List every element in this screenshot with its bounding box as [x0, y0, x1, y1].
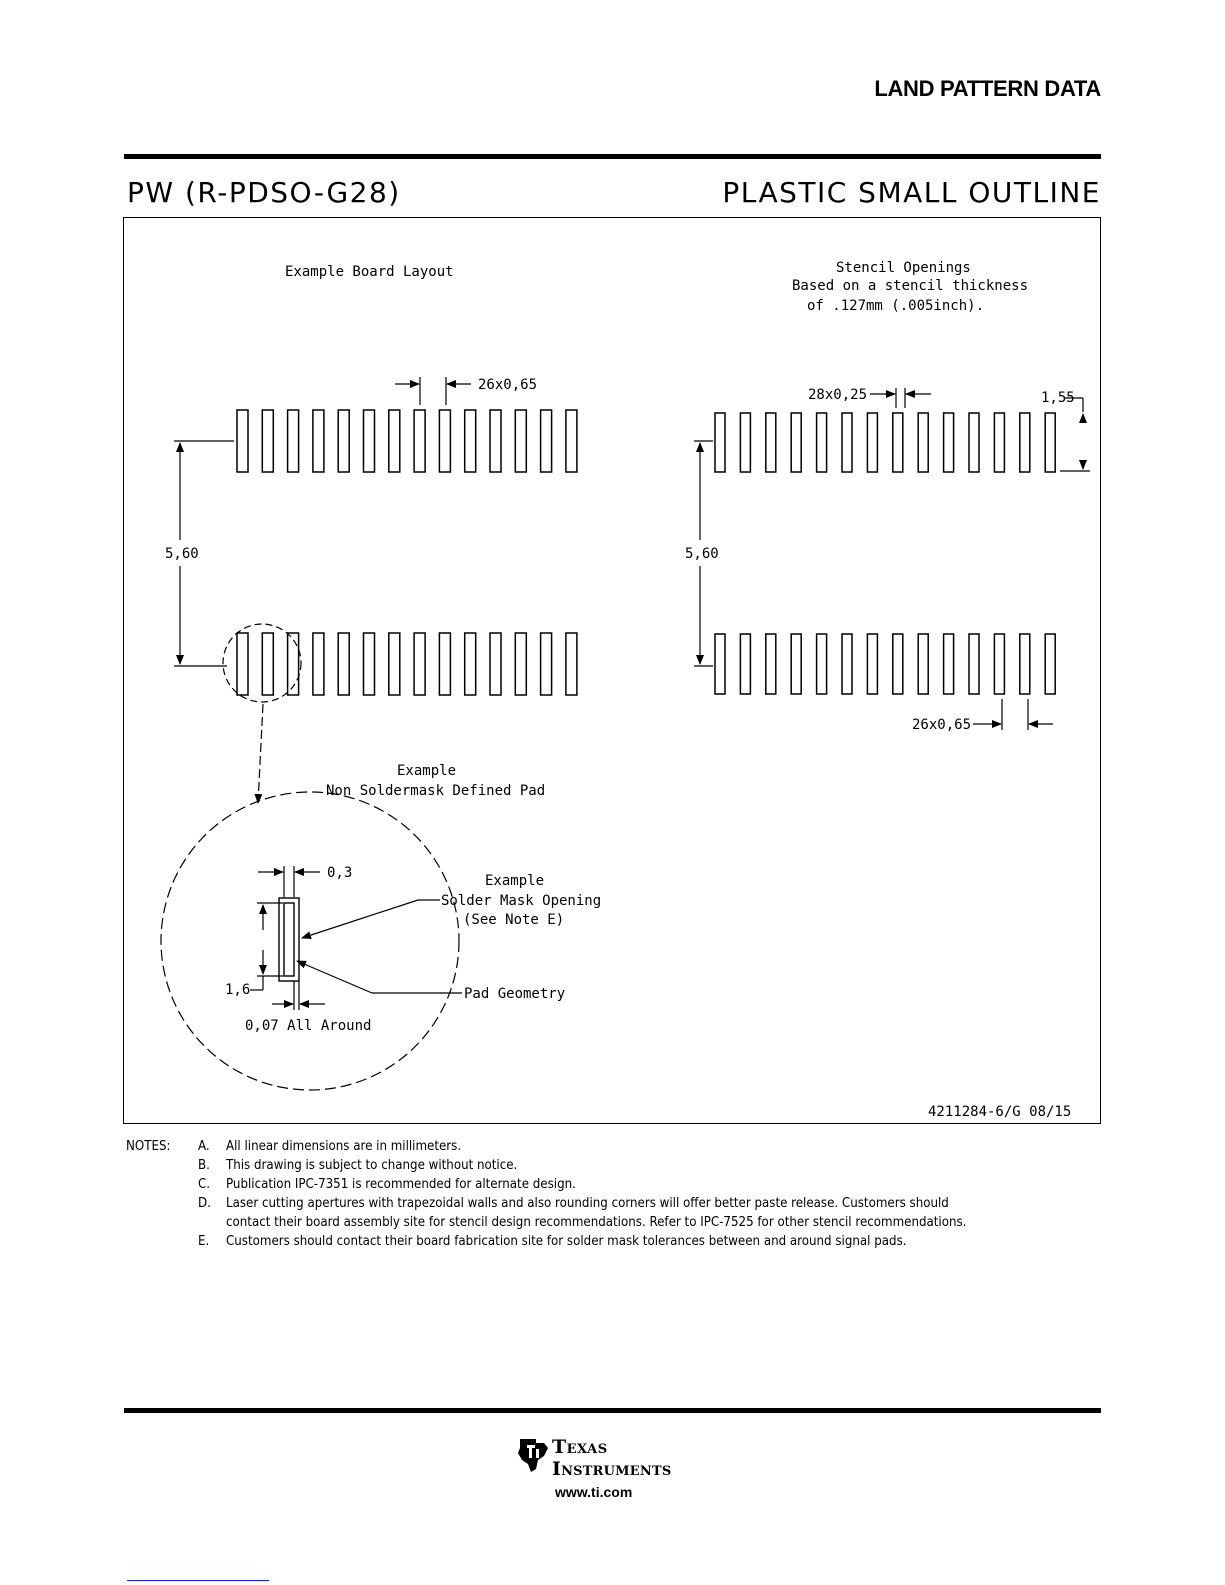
stencil-subtitle-line2: of .127mm (.005inch). [807, 298, 985, 314]
board-pad [566, 410, 577, 472]
stencil-aperture [817, 634, 827, 694]
board-pad [338, 410, 349, 472]
stencil-aperture [766, 413, 776, 472]
stencil-aperture [969, 413, 979, 472]
detail-callout-arrow [258, 704, 263, 803]
drawing-number: 4211284-6/G 08/15 [928, 1104, 1072, 1120]
note-item: B. This drawing is subject to change without notice. [198, 1158, 518, 1173]
stencil-aperture [867, 413, 877, 472]
note-item-continuation: contact their board assembly site for stencil design recommendations. Refer to IPC-7525 for other stencil recommendations. [226, 1215, 967, 1230]
ti-url[interactable]: www.ti.com [555, 1484, 633, 1500]
board-pad [338, 633, 349, 695]
stencil-aperture [740, 634, 750, 694]
detail-enlarged-circle [161, 792, 459, 1090]
stencil-aperture [867, 634, 877, 694]
stencil-pad-length-dimension [1060, 398, 1090, 471]
stencil-aperture [791, 634, 801, 694]
ti-brand-line2: Instruments [552, 1458, 672, 1480]
stencil-aperture [918, 634, 928, 694]
stencil-top-aperture-row [715, 413, 1055, 472]
stencil-pitch-label: 26x0,65 [912, 717, 972, 733]
pad-geometry-leader [297, 961, 462, 993]
stencil-aperture [1020, 413, 1030, 472]
board-pad [465, 633, 476, 695]
bottom-rule [124, 1408, 1101, 1413]
note-item: A. All linear dimensions are in millimeters. [198, 1139, 462, 1154]
board-pad [389, 633, 400, 695]
stencil-aperture [715, 634, 725, 694]
stencil-aperture [817, 413, 827, 472]
stencil-aperture [842, 413, 852, 472]
board-row-spacing-label: 5,60 [165, 546, 199, 562]
board-pad [262, 633, 273, 695]
detail-pad-width-dimension [258, 866, 320, 897]
ti-logo-icon [514, 1436, 552, 1474]
detail-pad-length-dimension [250, 903, 283, 990]
board-pad [389, 410, 400, 472]
stencil-aperture [944, 634, 954, 694]
board-pad [237, 633, 248, 695]
detail-clearance-label: 0,07 All Around [245, 1018, 372, 1034]
footer-link-underline[interactable] [127, 1580, 269, 1581]
package-type: PLASTIC SMALL OUTLINE [722, 176, 1101, 209]
mask-opening-label-line1: Example [485, 873, 545, 889]
board-pad [288, 410, 299, 472]
detail-pad-length-label: 1,6 [225, 982, 251, 998]
note-item: E. Customers should contact their board fabrication site for solder mask tolerances between and around signal pads. [198, 1234, 907, 1249]
ti-brand-line1: Texas [552, 1436, 608, 1458]
board-pad [515, 410, 526, 472]
stencil-aperture [715, 413, 725, 472]
stencil-aperture [918, 413, 928, 472]
stencil-aperture [791, 413, 801, 472]
mask-opening-label-line3: (See Note E) [463, 912, 565, 928]
mask-opening-leader [302, 900, 440, 938]
part-code: PW (R-PDSO-G28) [127, 176, 401, 209]
detail-mask-opening [279, 898, 299, 981]
stencil-aperture [842, 634, 852, 694]
page-section-title: LAND PATTERN DATA [874, 76, 1101, 101]
board-pad [465, 410, 476, 472]
notes-label: NOTES: [126, 1139, 171, 1154]
stencil-pitch-dimension [973, 699, 1053, 730]
board-layout-title: Example Board Layout [285, 264, 454, 280]
stencil-aperture [994, 413, 1004, 472]
board-pad [439, 410, 450, 472]
stencil-pad-length-label: 1,55 [1041, 390, 1075, 406]
detail-title-line1: Example [397, 763, 457, 779]
detail-title-line2: Non Soldermask Defined Pad [326, 783, 546, 799]
board-pad [439, 633, 450, 695]
stencil-title: Stencil Openings [836, 260, 971, 276]
detail-pad-geometry [284, 903, 294, 976]
board-pad [313, 410, 324, 472]
stencil-width-label: 28x0,25 [808, 387, 868, 403]
board-pad [566, 633, 577, 695]
board-pitch-label: 26x0,65 [478, 377, 538, 393]
stencil-aperture [1045, 634, 1055, 694]
stencil-aperture [1045, 413, 1055, 472]
stencil-bottom-aperture-row [715, 634, 1055, 694]
stencil-aperture [766, 634, 776, 694]
stencil-row-spacing-label: 5,60 [685, 546, 719, 562]
stencil-aperture [969, 634, 979, 694]
note-item: D. Laser cutting apertures with trapezoidal walls and also rounding corners will offer better paste release. Customers should [198, 1196, 949, 1211]
detail-clearance-dimension [272, 981, 325, 1010]
stencil-aperture [1020, 634, 1030, 694]
stencil-aperture [740, 413, 750, 472]
board-pad [541, 410, 552, 472]
stencil-aperture [893, 413, 903, 472]
stencil-aperture [944, 413, 954, 472]
detail-pad-width-label: 0,3 [327, 865, 353, 881]
stencil-subtitle-line1: Based on a stencil thickness [792, 278, 1029, 294]
stencil-width-dimension [870, 388, 931, 408]
board-pad [541, 633, 552, 695]
pad-geometry-label: Pad Geometry [464, 986, 566, 1002]
board-pad [490, 410, 501, 472]
board-pad [490, 633, 501, 695]
stencil-aperture [893, 634, 903, 694]
note-item: C. Publication IPC-7351 is recommended for alternate design. [198, 1177, 576, 1192]
board-pad [414, 633, 425, 695]
board-pad [237, 410, 248, 472]
board-bottom-pad-row [237, 633, 577, 695]
board-pad [515, 633, 526, 695]
mask-opening-label-line2: Solder Mask Opening [441, 893, 602, 909]
board-pad [414, 410, 425, 472]
stencil-aperture [994, 634, 1004, 694]
board-pitch-dimension [395, 377, 471, 405]
board-pad [262, 410, 273, 472]
board-pad [364, 410, 375, 472]
board-pad [313, 633, 324, 695]
board-pad [364, 633, 375, 695]
board-top-pad-row [237, 410, 577, 472]
